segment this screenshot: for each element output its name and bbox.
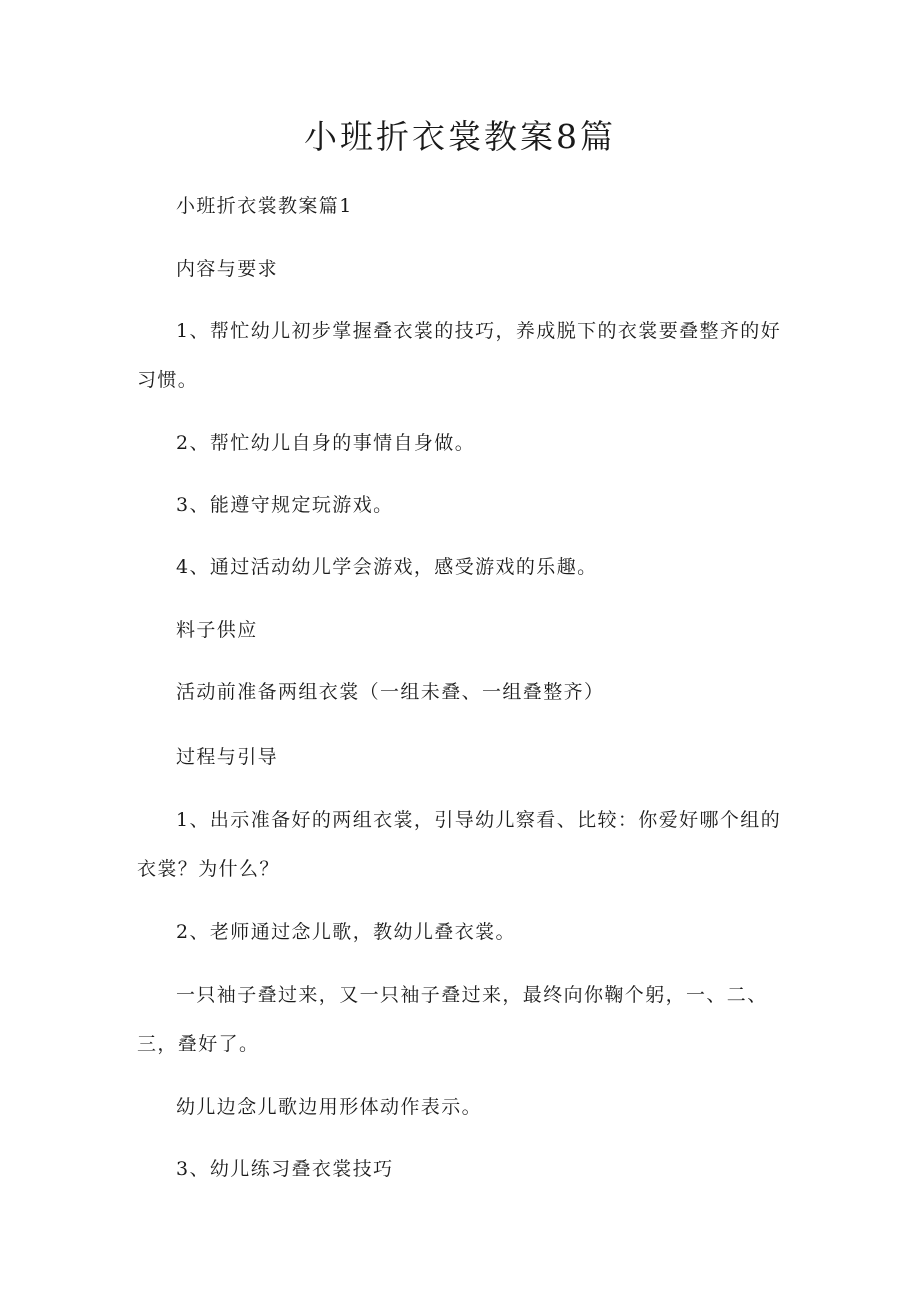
paragraph-line: 1、帮忙幼儿初步掌握叠衣裳的技巧，养成脱下的衣裳要叠整齐的好 <box>176 320 782 342</box>
paragraph-line: 1、出示准备好的两组衣裳，引导幼儿察看、比较：你爱好哪个组的 <box>176 809 782 831</box>
subheading-process: 过程与引导 <box>176 746 279 768</box>
paragraph-line: 2、帮忙幼儿自身的事情自身做。 <box>176 432 476 454</box>
paragraph-line: 3、幼儿练习叠衣裳技巧 <box>176 1158 394 1180</box>
paragraph-line: 一只袖子叠过来，又一只袖子叠过来，最终向你鞠个躬，一、二、 <box>176 984 768 1006</box>
paragraph-line: 4、通过活动幼儿学会游戏，感受游戏的乐趣。 <box>176 556 598 578</box>
document-title: 小班折衣裳教案8篇 <box>304 117 616 156</box>
paragraph-line: 幼儿边念儿歌边用形体动作表示。 <box>176 1096 483 1118</box>
section-heading: 小班折衣裳教案篇1 <box>176 195 353 217</box>
paragraph-line-continued: 三，叠好了。 <box>137 1033 260 1055</box>
paragraph-line: 3、能遵守规定玩游戏。 <box>176 494 394 516</box>
paragraph-line-continued: 衣裳？为什么？ <box>137 858 280 880</box>
paragraph-line-continued: 习惯。 <box>137 369 199 391</box>
paragraph-line: 活动前准备两组衣裳（一组未叠、一组叠整齐） <box>176 681 605 703</box>
subheading-materials: 料子供应 <box>176 619 258 641</box>
subheading-content-requirements: 内容与要求 <box>176 258 279 280</box>
paragraph-line: 2、老师通过念儿歌，教幼儿叠衣裳。 <box>176 921 516 943</box>
